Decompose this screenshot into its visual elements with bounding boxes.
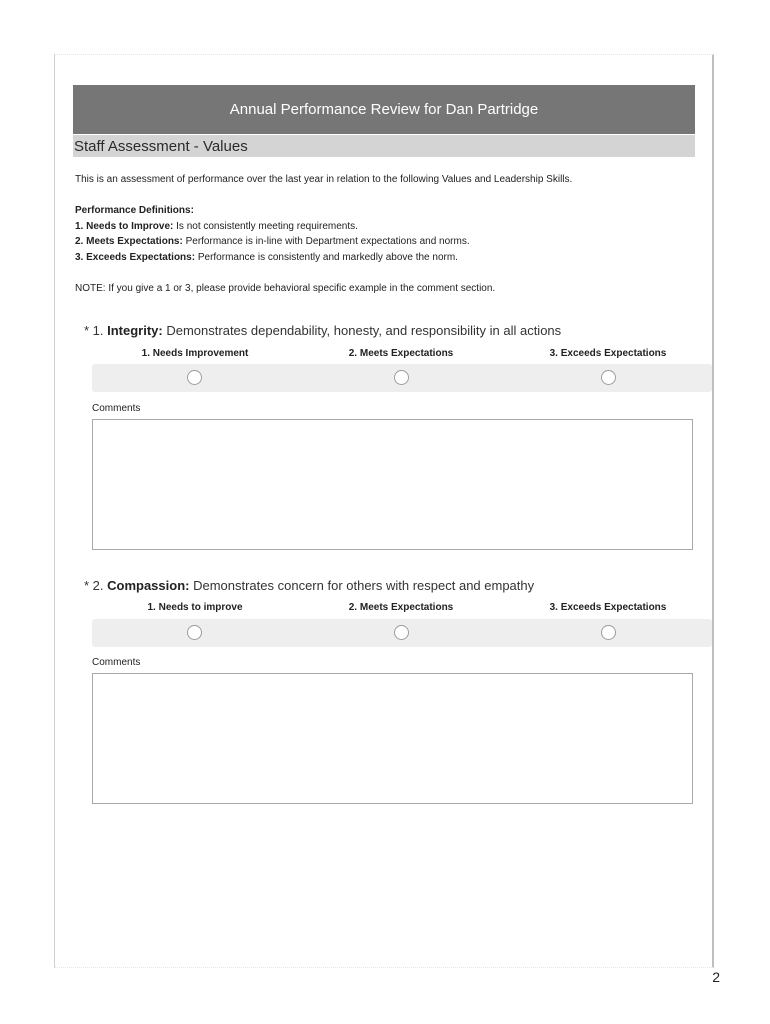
definitions-heading: Performance Definitions: [75,205,194,216]
column-header-2: 2. Meets Expectations [348,602,454,613]
radio-compassion-exceeds-expectations[interactable] [601,625,616,640]
intro-description: This is an assessment of performance over the last year in relation to the following Values and Leadership Skills. [75,174,573,185]
intro-note: NOTE: If you give a 1 or 3, please provide behavioral specific example in the comment section. [75,282,496,294]
comments-textarea-compassion[interactable] [92,673,693,804]
radio-integrity-exceeds-expectations[interactable] [601,370,616,385]
page-number: 2 [712,969,720,985]
radio-integrity-meets-expectations[interactable] [394,370,409,385]
definition-1: 1. Needs to Improve: Is not consistently meeting requirements. [75,220,358,232]
comments-label-integrity: Comments [92,403,141,414]
radio-integrity-needs-improvement[interactable] [187,370,202,385]
rating-row-integrity [92,364,712,392]
column-header-1: 1. Needs to improve [147,602,243,613]
column-header-1: 1. Needs Improvement [141,348,249,359]
column-header-2: 2. Meets Expectations [348,348,454,359]
column-header-3: 3. Exceeds Expectations [549,348,667,359]
comments-label-compassion: Comments [92,657,141,668]
question-compassion: * 2. Compassion: Demonstrates concern for others with respect and empathy [84,578,535,593]
section-title: Staff Assessment - Values [73,135,695,157]
definition-3: 3. Exceeds Expectations: Performance is consistently and markedly above the norm. [75,251,458,263]
intro-block [75,172,685,296]
question-integrity: * 1. Integrity: Demonstrates dependability, honesty, and responsibility in all actions [84,323,562,338]
column-header-3: 3. Exceeds Expectations [549,602,667,613]
definition-2: 2. Meets Expectations: Performance is in-line with Department expectations and norms. [75,236,470,247]
radio-compassion-needs-improve[interactable] [187,625,202,640]
comments-textarea-integrity[interactable] [92,419,693,550]
radio-compassion-meets-expectations[interactable] [394,625,409,640]
survey-title: Annual Performance Review for Dan Partridge [73,85,695,134]
rating-row-compassion [92,619,712,647]
